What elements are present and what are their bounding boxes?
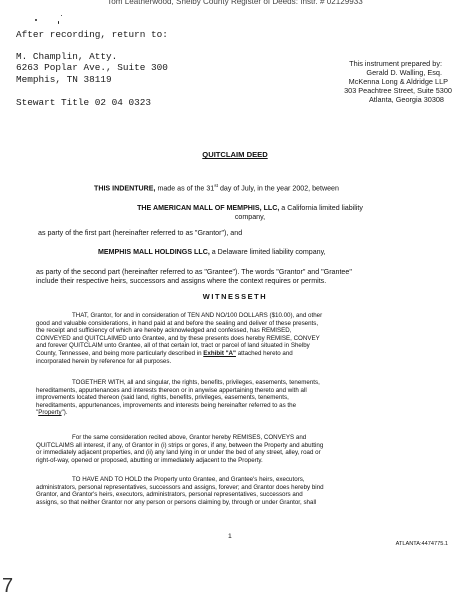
recording-stamp: Tom Leatherwood, Shelby County Register of Deeds: Instr. # 02129933 — [107, 0, 363, 6]
habendum-paragraph — [36, 476, 444, 506]
page-number: 1 — [228, 533, 232, 540]
exhibit-a-reference: Exhibit "A" — [203, 349, 236, 357]
preparer-city: Atlanta, Georgia 30308 — [368, 95, 444, 104]
grantor-name: THE AMERICAN MALL OF MEMPHIS, LLC, — [137, 204, 280, 212]
p1-line-5: and forever QUITCLAIM unto Grantee, all of that certain lot, tract or parcel of land situated in Shelby — [36, 342, 310, 350]
property-defined-term: Property — [38, 409, 62, 417]
p1-line-1: THAT, Grantor, for and in consideration of TEN AND NO/100 DOLLARS ($10.00), and other — [72, 312, 323, 319]
p2-quote-close: "). — [61, 409, 68, 417]
p1-line-2: good and valuable considerations, in hand paid at and before the sealing and deliver of these presents, — [36, 319, 319, 327]
witnesseth-heading: WITNESSETH — [202, 292, 268, 301]
grantor-block — [100, 204, 400, 221]
p2-quote-open: " — [36, 409, 39, 417]
indenture-lead: THIS INDENTURE, — [94, 184, 156, 193]
p2-line-2: hereditaments, appurtenances and interests thereon or in anywise appertaining thereto and with all — [36, 386, 307, 394]
document-title: QUITCLAIM DEED — [202, 150, 268, 159]
date-ordinal: st — [214, 184, 218, 189]
prepared-by-label: This instrument prepared by: — [349, 59, 442, 68]
p4-line-3: Grantor, and Grantor's heirs, executors, administrators, personal representatives, successors and — [36, 491, 303, 499]
margin-handwritten-mark: 7 — [2, 575, 14, 597]
prepared-by-block — [270, 59, 452, 104]
grantee-role — [36, 268, 440, 285]
preparer-name: Gerald D. Walling, Esq. — [366, 68, 442, 77]
p3-line-4: right-of-way, opened or proposed, abutting or immediately adjacent to the Property. — [36, 456, 263, 464]
grantor-role: as party of the first part (hereinafter referred to as "Grantor"), and — [38, 229, 243, 237]
p1-line-4: CONVEYED and QUITCLAIMED unto Grantee, and by these presents does hereby REMISE, CONVEY — [36, 334, 320, 342]
p1-line-6: County, Tennessee, and being more particularly described in — [36, 349, 204, 357]
p1-line-6-end: attached hereto and — [235, 349, 293, 357]
p2-line-1: TOGETHER WITH, all and singular, the rights, benefits, privileges, easements, tenements, — [72, 379, 320, 386]
title-company-ref: Stewart Title 02 04 0323 — [16, 97, 152, 108]
p3-line-3: or immediately adjacent properties, and (ii) any land lying in or under the bed of any street, alley, road or — [36, 449, 321, 457]
grantor-desc-2: company, — [234, 212, 266, 221]
intro-date-text: made as of the 31 — [155, 184, 215, 193]
p3-line-2: QUITCLAIMS all interest, if any, of Grantor in (i) strips or gores, if any, between the Property and abutting — [36, 441, 324, 449]
p4-line-1: TO HAVE AND TO HOLD the Property unto Grantee, and Grantee's heirs, executors, — [72, 476, 305, 483]
grantee-name: MEMPHIS MALL HOLDINGS LLC, — [98, 248, 210, 256]
intro-line — [94, 183, 424, 193]
strips-gores-paragraph — [36, 434, 444, 464]
p1-line-3: the receipt and sufficiency of which are hereby acknowledged and confessed, has REMISED, — [36, 327, 292, 335]
together-with-paragraph — [36, 379, 444, 417]
p4-line-4: assigns, so that neither Grantor nor any person or persons claiming by, through or under Grantor, shall — [36, 498, 317, 506]
grantee-role-line-2: include their respective heirs, successors and assigns where the context requires or permits. — [36, 276, 327, 285]
p1-line-7: incorporated herein by reference for all purposes. — [36, 357, 172, 365]
p2-line-4: hereditaments, appurtenances, improvements and interests being hereinafter referred to as the — [36, 401, 297, 409]
consideration-paragraph — [36, 312, 444, 365]
p2-line-3: improvements located thereon (said land, rights, benefits, privileges, easements, tenements, — [36, 394, 289, 402]
grantee-block — [98, 248, 418, 257]
preparer-firm: McKenna Long & Aldridge LLP — [348, 77, 448, 86]
grantor-desc: a California limited liability — [279, 204, 363, 212]
return-street: 6263 Poplar Ave., Suite 300 — [16, 62, 168, 73]
document-id: ATLANTA:4474775.1 — [395, 541, 448, 547]
p4-line-2: administrators, personal representatives, successors and assigns, forever; and Grantor does hereby bind — [36, 483, 324, 491]
preparer-street: 303 Peachtree Street, Suite 5300 — [344, 86, 452, 95]
intro-date-text-2: day of July, in the year 2002, between — [217, 184, 339, 193]
grantee-role-line-1: as party of the second part (hereinafter referred to as "Grantee"). The words "Grantor" and "Grantee" — [36, 268, 352, 276]
return-address-block — [16, 29, 256, 109]
p3-line-1: For the same consideration recited above, Grantor hereby REMISES, CONVEYS and — [72, 434, 307, 441]
return-to-label: After recording, return to: — [16, 29, 168, 40]
return-city: Memphis, TN 38119 — [16, 73, 112, 85]
grantee-desc: a Delaware limited liability company, — [209, 248, 326, 256]
return-name: M. Champlin, Atty. — [16, 50, 118, 62]
